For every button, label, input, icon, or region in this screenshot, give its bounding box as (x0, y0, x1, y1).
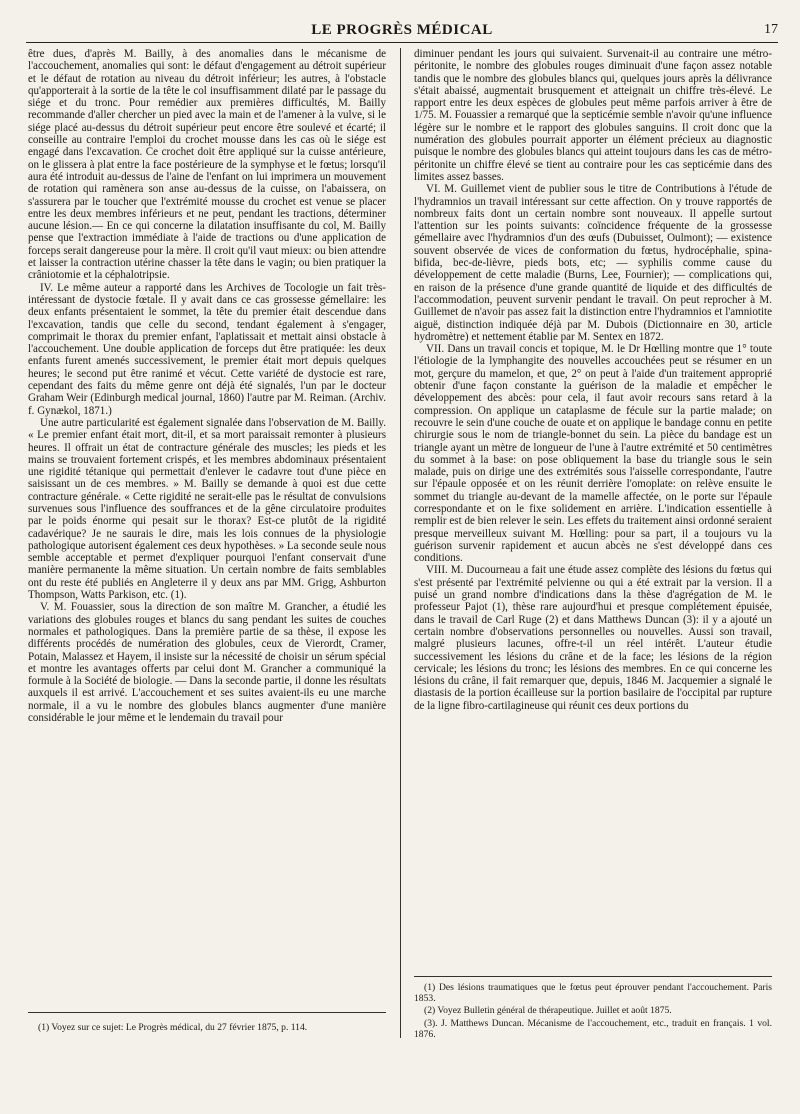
footnote: (2) Voyez Bulletin général de thérapeutique. Juillet et août 1875. (424, 1005, 672, 1017)
column-divider (400, 48, 401, 1038)
journal-title: LE PROGRÈS MÉDICAL (311, 22, 493, 38)
paragraph: IV. Le même auteur a rapporté dans les Archives de Tocologie un fait très-intéressant de dystocie fœtale. Il y avait dans ce cas grossesse gémellaire: les deux enfants présentaient le sommet, la tête du premier était descendue dans l'excavation, tandis que celle du second, tendant également à s'engager, comprimait le thorax du premier enfant, l'aplatissait et mettait ainsi obstacle à l'accouchement. Une double application de forceps dut être pratiquée: les deux enfants furent amenés successivement, le premier était mort depuis quelques heures; le second put être ranimé et vécut. Cette variété de dystocie est rare, cependant des faits du même genre ont déjà été signalés, l'un par le docteur Graham Weir (Edinburgh medical journal, 1860) l'autre par M. Reiman. (Archiv. f. Gynækol, 1871.) (28, 281, 386, 417)
footnote: (1) Des lésions traumatiques que le fœtus peut éprouver pendant l'accouchement. Paris 1853. (414, 982, 772, 1005)
paragraph: VI. M. Guillemet vient de publier sous le titre de Contributions à l'étude de l'hydramnios un travail intéressant sur cette affection. On y trouve rapportés de nombreux faits dont un certain nombre sont nouveaux. Il appelle surtout l'attention sur les points suivants: coïncidence fréquente de la grossesse gémellaire avec l'hydramnios d'un des œufs (Dubuisset, Oulmont); — existence souvent observée de vices de conformation du fœtus, hydrocéphalie, spina-bifida, bec-de-lièvre, pieds bots, etc; — syphilis comme cause du développement de cette maladie (Burns, Lee, Fournier); — complications qui, en raison de la présence d'une grande quantité de liquide et des difficultés de l'accommodation, peuvent survenir pendant le travail. On peut reprocher à M. Guillemet de n'avoir pas assez fait la distinction entre l'hydramnios et l'amniotite aiguë, distinction indiquée déjà par M. Dubois (Dictionnaire en 30, article hydromètre) et nettement établie par M. Sentex en 1872. (414, 183, 772, 343)
footnote: (1) Voyez sur ce sujet: Le Progrès médical, du 27 février 1875, p. 114. (38, 1022, 308, 1033)
paragraph: VII. Dans un travail concis et topique, M. le Dr Hœlling montre que 1° toute l'étiologie de la lymphangite des nouvelles accouchées peut se résumer en un mot, gerçure du mamelon, et que, 2° on peut à l'aide d'un traitement approprié obtenir d'une façon constante la guérison de la maladie et empêcher le développement des abcès: pour cela, il faut avoir recours sans retard à la compression. On applique un cataplasme de fécule sur la partie malade; on recouvre le sein d'une couche de ouate et on applique le bandage connu en petite chirurgie sous le nom de triangle-bonnet du sein. La pièce du bandage est un triangle ayant un mètre de longueur de l'une à l'autre extrémité et 50 centimètres du sommet à la base: on pose obliquement la base du triangle sous le sein malade, puis on dirige une des extrémités sous l'aisselle correspondante, l'autre sur l'épaule opposée et on les réunit derrière l'omoplate: on relève ensuite le sommet du triangle au-devant de la mamelle affectée, on le porte sur l'épaule correspondante et on le fixe solidement en arrière. L'indication essentielle à remplir est de bien relever le sein. Les effets du traitement ainsi ordonné seraient presque merveilleux suivant M. Hœlling: pour sa part, il a toujours vu la guérison survenir rapidement et aucun abcès ne s'est développé dans ces conditions. (414, 343, 772, 565)
paragraph: diminuer pendant les jours qui suivaient. Survenait-il au contraire une métro-péritonite, le nombre des globules rouges diminuait d'une façon assez notable tandis que le nombre des globules blancs qui, quelques jours après la délivrance s'était abaissé, augmentait brusquement et atteignait un chiffre très-élevé. Le rapport entre les deux espèces de globules peut même parfois arriver à être de 1/75. M. Fouassier a remarqué que la septicémie semble n'avoir qu'une influence légère sur le nombre et le rapport des globules sanguins. Il croit donc que la numération des globules pourrait apporter un élément précieux au diagnostic puisque le nombre des globules blancs qui atteint toujours dans les cas de métro-péritonite un chiffre élevé se tient au contraire pour les cas septicémie dans des limites assez basses. (414, 48, 772, 183)
footnotes-right (414, 982, 772, 1041)
right-column (414, 48, 772, 972)
paragraph: V. M. Fouassier, sous la direction de son maître M. Grancher, a étudié les variations des globules rouges et blancs du sang pendant les suites de couches normales et pathologiques. Dans la première partie de sa thèse, il expose les différents procédés de numération des globules, ceux de Vierordt, Cramer, Potain, Malassez et Hayem, il insiste sur la nécessité de choisir un sérum spécial et montre les avantages offerts par celui dont M. Grancher a communiqué la formule à la Société de biologie. — Dans la seconde partie, il donne les résultats auxquels il est arrivé. L'accouchement et ses suites avaient-ils eu une marche normale, il a vu le nombre des globules blancs augmenter d'une manière considérable le jour même et le lendemain du travail pour (28, 601, 386, 725)
footnotes-left (28, 1022, 386, 1034)
paragraph: être dues, d'après M. Bailly, à des anomalies dans le mécanisme de l'accouchement, anomalies qui sont: le défaut d'engagement au détroit supérieur et le défaut de rotation au niveau du détroit inférieur; les autres, à l'obstacle qu'apporterait à la sortie de la tête le col insuffisamment dilaté par le passage du siége et du tronc. Pour remédier aux premières difficultés, M. Bailly recommande d'aller chercher un pied avec la main et de l'amener à la vulve, si le siége placé au-dessus du détroit supérieur peut encore être soulevé et écarté; il conseille au contraire l'emploi du crochet mousse dans les cas où le siége est engagé dans l'excavation. Ce crochet doit être appliqué sur la cuisse antérieure, on le glissera à plat entre la face postérieure de la symphyse et le fœtus; lorsqu'il aura été introduit au-dessus de l'aine de l'enfant on lui imprimera un mouvement de rotation qui ramènera son anse au-dessus de la cuisse, on l'abaissera, on s'assurera par le toucher que l'extrémité mousse du crochet est venue se placer entre les deux membres inférieurs et ne peut, pendant les tractions, déterminer aucune lésion.— En ce qui concerne la dilatation insuffisante du col, M. Bailly pense que l'extraction immédiate à l'aide de tractions ou d'une application de forceps serait dangereuse pour la mère. Il croit qu'il vaut mieux: ou bien attendre et laisser la contraction utérine chasser la tête dans le vagin; ou bien pratiquer la crâniotomie et la céphalotripsie. (28, 48, 386, 282)
paragraph: Une autre particularité est également signalée dans l'observation de M. Bailly. « Le premier enfant était mort, dit-il, et sa mort paraissait remonter à plusieurs heures. Il offrait un état de contracture générale des muscles; les pieds et les mains se trouvaient fortement crispés, et les membres abdominaux présentaient une rigidité tétanique qui permettait d'enlever le cadavre tout d'une pièce en saisissant un de ces membres. » M. Bailly se demande à quoi est due cette contracture générale. « Cette rigidité ne serait-elle pas le résultat de convulsions survenues sous l'influence des souffrances et de la gêne circulatoire produites par le poids énorme qui pesait sur le thorax? Est-ce plutôt de la rigidité cadavérique? Je ne saurais le dire, mais les lois connues de la physiologie pathologique autorisent également ces deux hypothèses. » La seconde seule nous semble acceptable et permet d'expliquer pourquoi l'enfant conservait d'une manière permanente la même situation. Un certain nombre de faits semblables ont du reste été publiés en Angleterre il y deux ans par MM. Grigg, Ashburton Thompson, Watts Parkison, etc. (1). (28, 416, 386, 602)
footnote-divider (414, 976, 772, 977)
page-header (26, 20, 778, 43)
footnote-divider (28, 1012, 386, 1013)
paragraph: VIII. M. Ducourneau a fait une étude assez complète des lésions du fœtus qui s'est présenté par l'extrémité pelvienne ou qui a été extrait par la version. Il a puisé un grand nombre d'indications dans la thèse d'agrégation de M. le professeur Pajot (1), thèse rare aujourd'hui et presque complétement épuisée, dans le travail de Carl Ruge (2) et dans Matthews Duncan (3): il y a ajouté un certain nombre d'observations personnelles ou nouvelles. Aussi son travail, malgré plusieurs lacunes, offre-t-il un réel intérêt. L'auteur étudie successivement les lésions du crâne et de la face; les lésions de la région cervicale; les lésions du tronc; les lésions des membres. En ce qui concerne les lésions du crâne, il fait remarquer que, depuis, 1846 M. Jacquemier a signalé le diastasis de la portion écailleuse sur la portion basilaire de l'occipital par rupture de la ligne fibro-cartilagineuse qui réunit ces deux portions du (414, 564, 772, 712)
page-number: 17 (764, 22, 778, 37)
footnote: (3). J. Matthews Duncan. Mécanisme de l'accouchement, etc., traduit en français. 1 vol. 1876. (414, 1017, 772, 1040)
left-column (28, 48, 386, 1008)
